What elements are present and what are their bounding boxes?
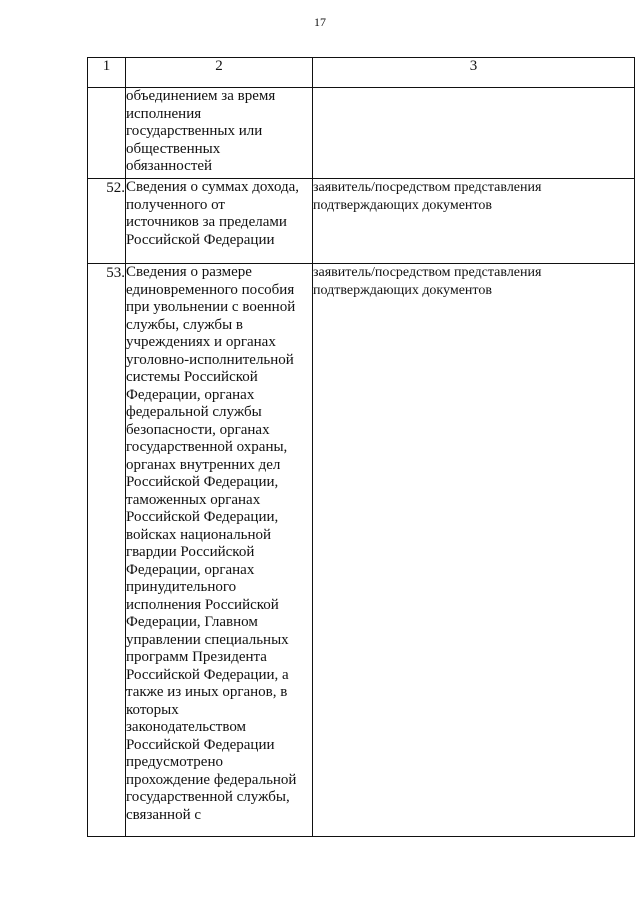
table-row <box>88 179 635 264</box>
header-col-3: 3 <box>313 58 635 88</box>
row-source <box>313 88 635 179</box>
row-number: 52. <box>88 179 126 264</box>
header-col-2: 2 <box>126 58 313 88</box>
row-source: заявитель/посредством представления подтверждающих документов <box>313 264 635 837</box>
row-number <box>88 88 126 179</box>
document-table <box>87 57 635 837</box>
row-source: заявитель/посредством представления подтверждающих документов <box>313 179 635 264</box>
row-description: объединением за время исполнения государственных или общественных обязанностей <box>126 88 313 179</box>
table-row <box>88 264 635 837</box>
row-number: 53. <box>88 264 126 837</box>
table-header-row <box>88 58 635 88</box>
table-row <box>88 88 635 179</box>
row-description: Сведения о размере единовременного пособия при увольнении с военной службы, службы в учреждениях и органах уголовно-исполнительной системы Российской Федерации, органах федеральной службы безопасности, органах государственной охраны, органах внутренних дел Российской Федерации, таможенных органах Российской Федерации, войсках национальной гвардии Российской Федерации, органах принудительного исполнения Российской Федерации, Главном управлении специальных программ Президента Российской Федерации, а также из иных органов, в которых законодательством Российской Федерации предусмотрено прохождение федеральной государственной службы, связанной с <box>126 264 313 837</box>
page-number: 17 <box>314 15 326 29</box>
header-col-1: 1 <box>88 58 126 88</box>
row-description: Сведения о суммах дохода, полученного от источников за пределами Российской Федерации <box>126 179 313 264</box>
